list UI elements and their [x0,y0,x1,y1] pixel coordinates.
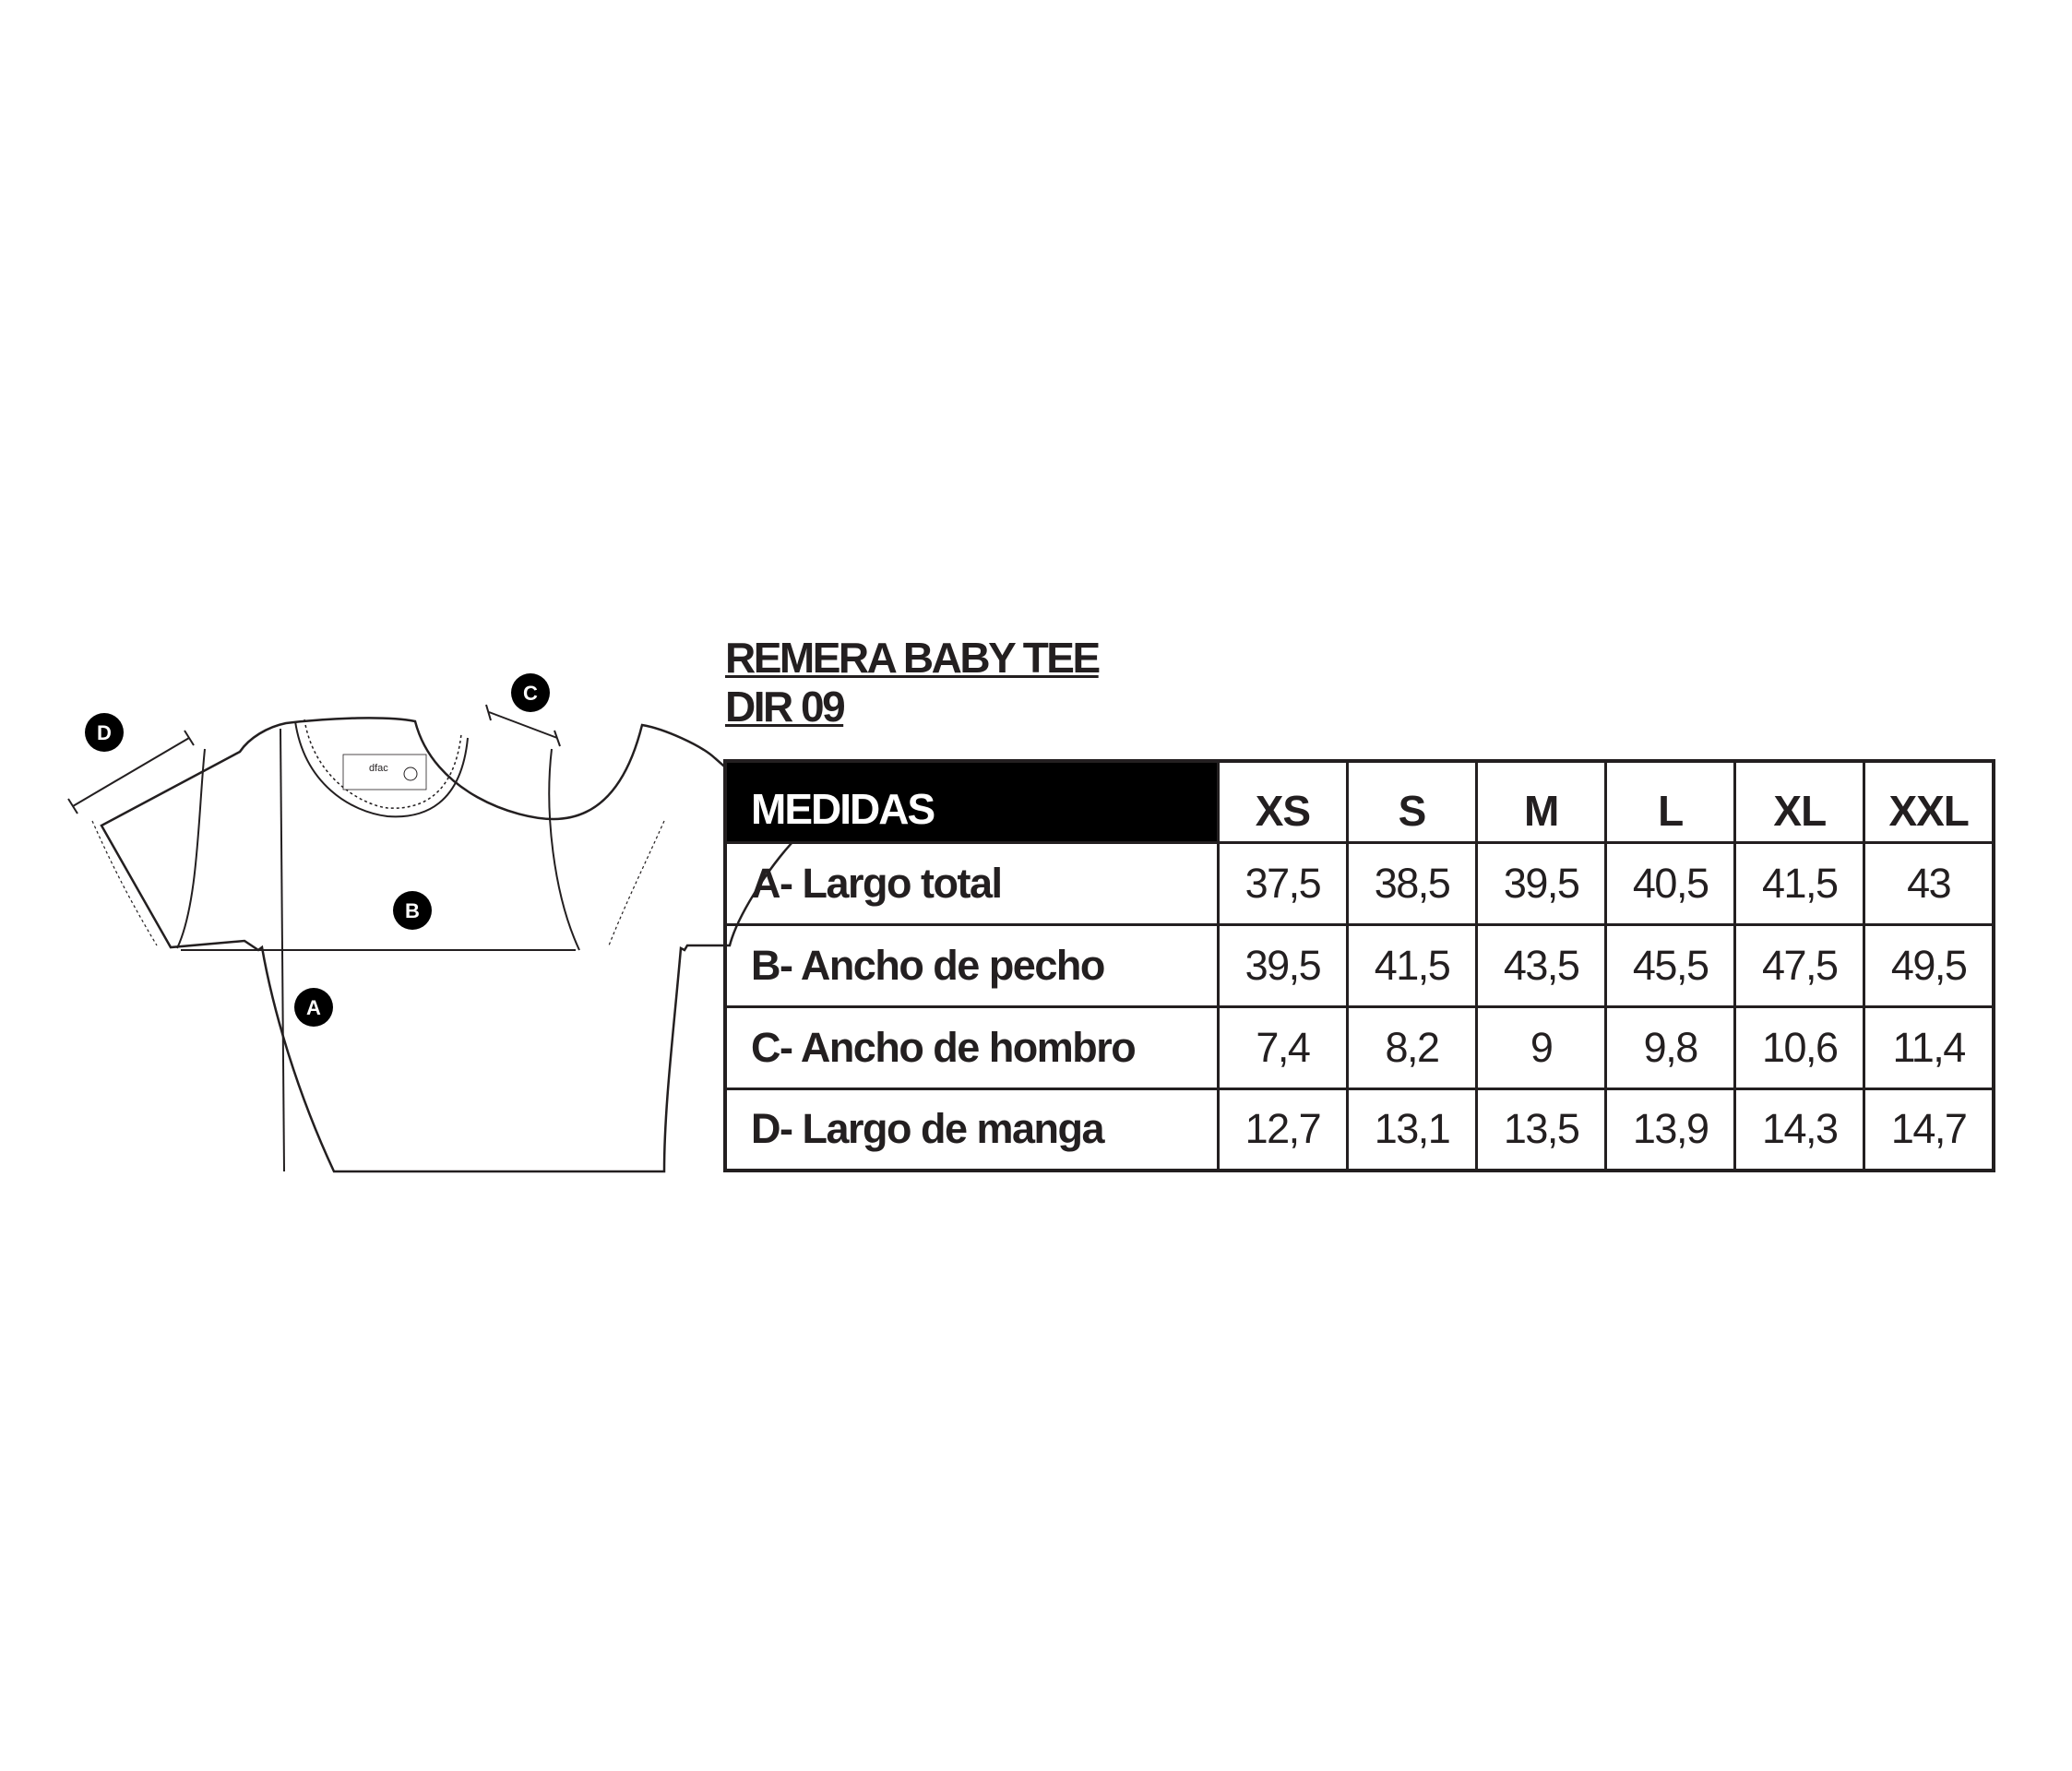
table-cell: 40,5 [1606,842,1735,924]
measure-line-d-cap-1 [68,799,77,814]
table-cell: 39,5 [1477,842,1606,924]
table-cell: 13,9 [1606,1088,1735,1171]
row-label: B- Ancho de pecho [725,924,1218,1006]
measures-header: MEDIDAS [725,761,1218,842]
measure-line-d [73,738,189,806]
table-cell: 11,4 [1864,1006,1994,1088]
row-label: D- Largo de manga [725,1088,1218,1171]
table-cell: 43,5 [1477,924,1606,1006]
product-code: DIR 09 [725,683,844,731]
label-c-text: C [523,682,538,705]
table-cell: 8,2 [1347,1006,1476,1088]
label-b-text: B [405,899,420,922]
size-chart-table [723,759,1995,1172]
size-header-m: M [1477,761,1606,842]
label-a-text: A [306,996,321,1019]
table-cell: 10,6 [1735,1006,1864,1088]
table-row [725,924,1994,1006]
table-row [725,1088,1994,1171]
table-cell: 39,5 [1218,924,1347,1006]
table-cell: 14,7 [1864,1088,1994,1171]
table-row [725,1006,1994,1088]
table-cell: 7,4 [1218,1006,1347,1088]
table-cell: 49,5 [1864,924,1994,1006]
left-sleeve-stitch [92,821,157,945]
table-cell: 13,5 [1477,1088,1606,1171]
right-sleeve-stitch [609,821,664,945]
row-label: C- Ancho de hombro [725,1006,1218,1088]
product-title: REMERA BABY TEE [725,634,1099,682]
table-cell: 9,8 [1606,1006,1735,1088]
right-armhole [549,749,579,950]
table-cell: 45,5 [1606,924,1735,1006]
size-header-xxl: XXL [1864,761,1994,842]
table-cell: 47,5 [1735,924,1864,1006]
size-header-xl: XL [1735,761,1864,842]
tag-brand-text: dfac [369,763,388,774]
size-header-xs: XS [1218,761,1347,842]
measure-line-c [489,712,557,738]
measure-line-c-cap-2 [554,731,560,746]
table-cell: 41,5 [1735,842,1864,924]
table-row [725,842,1994,924]
table-header-row [725,761,1994,842]
table-cell: 43 [1864,842,1994,924]
table-cell: 14,3 [1735,1088,1864,1171]
label-d-text: D [97,721,112,744]
size-header-s: S [1347,761,1476,842]
table-cell: 13,1 [1347,1088,1476,1171]
tshirt-outline [101,718,801,1171]
table-cell: 41,5 [1347,924,1476,1006]
table-cell: 12,7 [1218,1088,1347,1171]
table-cell: 37,5 [1218,842,1347,924]
row-label: A- Largo total [725,842,1218,924]
table-cell: 9 [1477,1006,1606,1088]
table-cell: 38,5 [1347,842,1476,924]
size-header-l: L [1606,761,1735,842]
measure-line-d-cap-2 [185,731,194,745]
